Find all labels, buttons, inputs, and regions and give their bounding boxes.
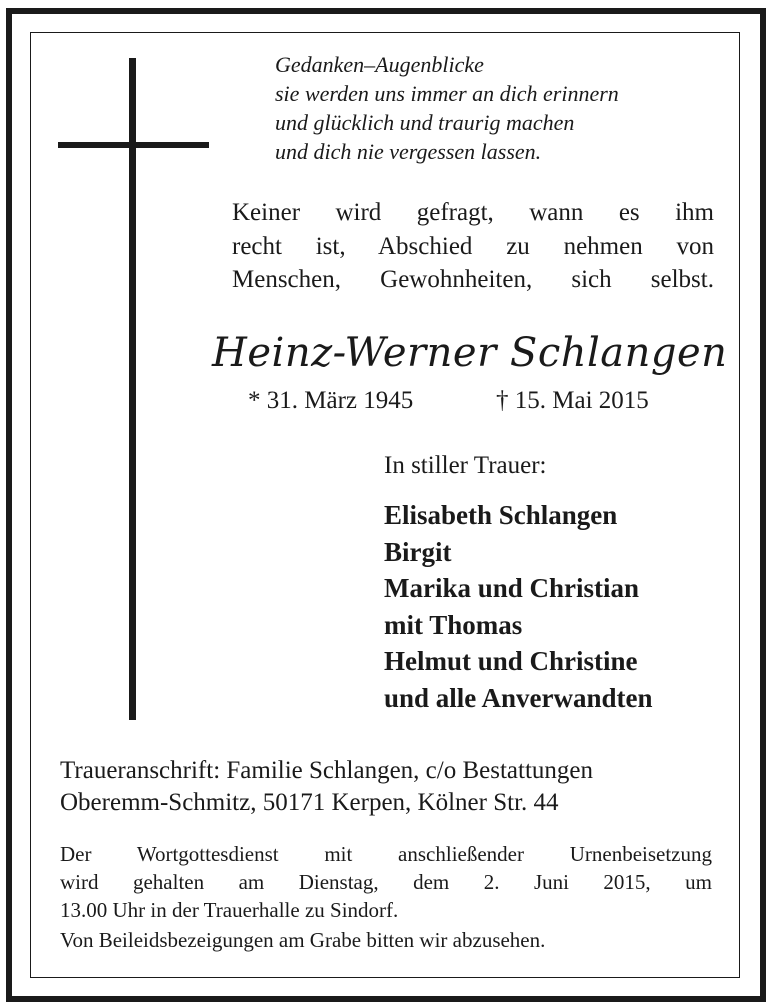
service-notice (60, 840, 712, 924)
quote (232, 196, 714, 297)
service-line: Der Wortgottesdienst mit anschließender Urnenbeisetzung (60, 842, 712, 866)
poem-line: und dich nie vergessen lassen. (275, 139, 542, 164)
mourners-list (384, 497, 653, 716)
address-line: Oberemm-Schmitz, 50171 Kerpen, Kölner Str. 44 (60, 789, 559, 816)
address-line: Traueranschrift: Familie Schlangen, c/o Bestattungen (60, 757, 593, 784)
condolence-request: Von Beileidsbezeigungen am Grabe bitten wir abzusehen. (60, 928, 546, 952)
mourning-intro: In stiller Trauer: (384, 452, 547, 479)
mourner-name: Marika und Christian (384, 573, 640, 603)
death-date: † 15. Mai 2015 (496, 387, 649, 414)
service-line: wird gehalten am Dienstag, dem 2. Juni 2015, um (60, 870, 712, 894)
deceased-name: Heinz-Werner Schlangen (212, 330, 728, 376)
mourner-name: mit Thomas (384, 609, 523, 640)
mourner-name: und alle Anverwandten (384, 682, 653, 713)
quote-line: recht ist, Abschied zu nehmen von (232, 232, 714, 260)
quote-line: Menschen, Gewohnheiten, sich selbst. (232, 266, 714, 293)
poem-line: sie werden uns immer an dich erinnern (275, 81, 619, 106)
cross-icon-horizontal (58, 142, 209, 148)
cross-icon-vertical (129, 58, 136, 720)
mourner-name: Elisabeth Schlangen (384, 500, 618, 530)
service-line: 13.00 Uhr in der Trauerhalle zu Sindorf. (60, 898, 399, 922)
poem (275, 50, 735, 166)
mourning-address (60, 755, 712, 819)
mourner-name: Birgit (384, 536, 452, 567)
quote-line: Keiner wird gefragt, wann es ihm (232, 199, 714, 226)
poem-line: Gedanken–Augenblicke (275, 52, 484, 77)
poem-line: und glücklich und traurig machen (275, 110, 575, 135)
mourner-name: Helmut und Christine (384, 646, 638, 676)
birth-date: * 31. März 1945 (248, 387, 414, 414)
